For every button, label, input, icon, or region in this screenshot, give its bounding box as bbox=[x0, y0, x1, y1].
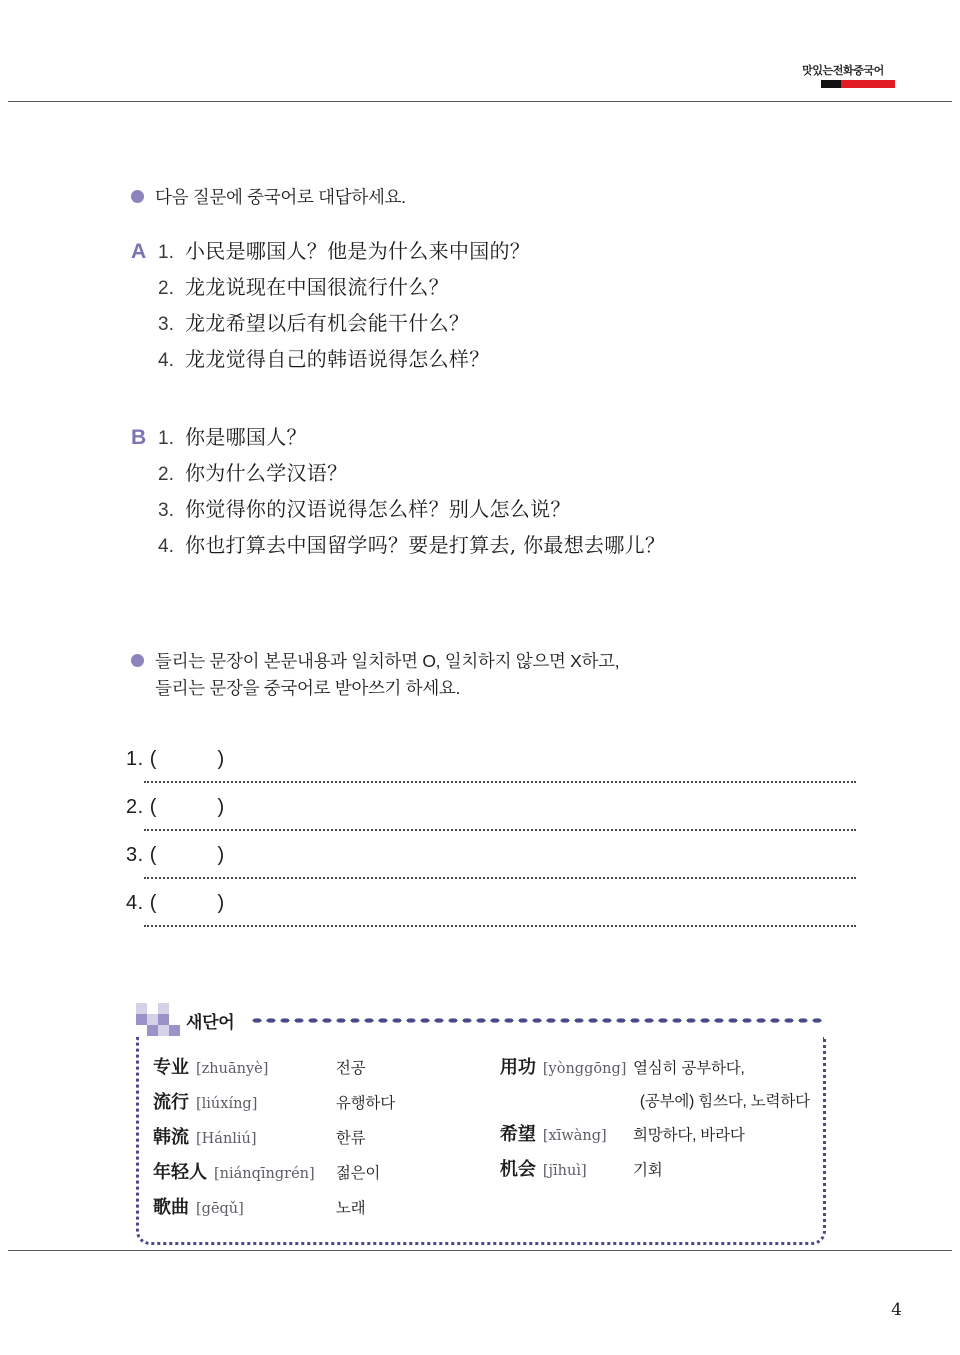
answer-row bbox=[126, 892, 856, 940]
question-number: 3. bbox=[158, 500, 174, 521]
answer-row-label: 4. ( ) bbox=[126, 892, 225, 914]
question-text: 龙龙说现在中国很流行什么？ bbox=[185, 275, 449, 299]
answer-write-line[interactable] bbox=[144, 829, 856, 831]
vocabulary-entry bbox=[500, 1118, 823, 1153]
answer-row-label: 2. ( ) bbox=[126, 796, 225, 818]
dictation-instruction-line-2: 들리는 문장을 중국어로 받아쓰기 하세요. bbox=[155, 678, 461, 698]
vocabulary-word: 用功 bbox=[499, 1057, 536, 1078]
question-group-a bbox=[131, 234, 665, 378]
vocabulary-entry bbox=[153, 1086, 486, 1121]
question-text: 你为什么学汉语？ bbox=[185, 461, 348, 485]
question-item bbox=[158, 342, 530, 378]
vocabulary-word: 韩流 bbox=[153, 1127, 189, 1148]
vocabulary-meaning: 기회 bbox=[633, 1162, 663, 1179]
question-number: 2. bbox=[158, 278, 174, 299]
dictation-instruction-row bbox=[131, 648, 619, 702]
vocabulary-header bbox=[136, 1000, 826, 1040]
answer-write-line[interactable] bbox=[144, 877, 856, 879]
vocabulary-pinyin: [gēqǔ] bbox=[196, 1201, 244, 1217]
vocabulary-pinyin: [Hánliú] bbox=[196, 1131, 257, 1147]
question-number: 3. bbox=[158, 314, 174, 335]
vocabulary-meaning: 유행하다 bbox=[335, 1095, 395, 1112]
bullet-dot-icon bbox=[131, 654, 144, 667]
question-number: 2. bbox=[158, 464, 174, 485]
answer-row-label: 1. ( ) bbox=[126, 748, 225, 770]
page-header bbox=[0, 0, 960, 110]
vocabulary-entry bbox=[153, 1051, 486, 1086]
vocabulary-entry bbox=[153, 1121, 486, 1156]
question-text: 你是哪国人？ bbox=[185, 425, 307, 449]
vocabulary-entry bbox=[153, 1191, 486, 1226]
vocabulary-columns bbox=[139, 1051, 823, 1226]
vocabulary-pinyin: [yònggōng] bbox=[542, 1061, 627, 1077]
answer-row bbox=[126, 748, 856, 796]
question-item bbox=[158, 528, 665, 564]
vocabulary-column-left bbox=[139, 1051, 486, 1226]
speaking-instruction-text: 다음 질문에 중국어로 대답하세요. bbox=[155, 187, 406, 207]
question-text: 你也打算去中国留学吗？要是打算去, 你最想去哪儿？ bbox=[185, 533, 666, 557]
vocabulary-meaning-continued: (공부에) 힘쓰다, 노력하다 bbox=[639, 1093, 810, 1110]
brand-bar-red-segment bbox=[841, 80, 895, 88]
question-text: 龙龙希望以后有机会能干什么？ bbox=[185, 311, 470, 335]
question-number: 4. bbox=[158, 536, 174, 557]
brand-bar-black-segment bbox=[821, 80, 841, 88]
vocabulary-word: 专业 bbox=[153, 1057, 189, 1078]
brand-logo bbox=[788, 66, 898, 88]
question-item bbox=[158, 306, 530, 342]
vocabulary-box bbox=[136, 1037, 826, 1245]
answer-write-line[interactable] bbox=[144, 925, 856, 927]
question-list-b bbox=[158, 420, 665, 564]
vocabulary-entry bbox=[153, 1156, 486, 1191]
vocabulary-word: 流行 bbox=[153, 1092, 189, 1113]
answer-write-line[interactable] bbox=[144, 781, 856, 783]
speaking-instruction-row bbox=[131, 184, 665, 211]
dictation-instruction-text bbox=[155, 648, 619, 702]
dictation-instruction-line-1: 들리는 문장이 본문내용과 일치하면 O, 일치하지 않으면 X하고, bbox=[155, 651, 620, 671]
question-group-b bbox=[131, 420, 665, 564]
vocabulary-meaning: 노래 bbox=[335, 1200, 366, 1217]
header-divider-rule bbox=[8, 101, 952, 102]
answer-row bbox=[126, 796, 856, 844]
question-item bbox=[158, 420, 665, 456]
vocabulary-word: 希望 bbox=[499, 1124, 536, 1145]
vocabulary-pinyin: [liúxíng] bbox=[196, 1096, 258, 1112]
page-number: 4 bbox=[891, 1300, 902, 1320]
vocabulary-meaning: 희망하다, 바라다 bbox=[633, 1127, 745, 1144]
dictation-answer-lines bbox=[126, 748, 856, 940]
group-letter-a: A bbox=[131, 240, 147, 263]
question-item bbox=[158, 270, 530, 306]
vocabulary-word: 年轻人 bbox=[153, 1162, 207, 1183]
brand-logo-bar bbox=[821, 80, 895, 88]
question-text: 小民是哪国人？他是为什么来中国的？ bbox=[185, 239, 531, 263]
vocabulary-header-dotted-rule bbox=[250, 1017, 826, 1024]
vocabulary-meaning: 한류 bbox=[335, 1130, 366, 1147]
vocabulary-pinyin: [zhuānyè] bbox=[196, 1061, 269, 1077]
question-item bbox=[158, 456, 665, 492]
vocabulary-word: 歌曲 bbox=[153, 1197, 189, 1218]
vocabulary-meaning: 젊은이 bbox=[335, 1165, 381, 1182]
answer-row-label: 3. ( ) bbox=[126, 844, 225, 866]
group-letter-b: B bbox=[131, 426, 147, 449]
vocabulary-section bbox=[136, 1000, 826, 1245]
vocabulary-entry bbox=[500, 1051, 823, 1086]
footer-divider-rule bbox=[8, 1250, 952, 1251]
vocabulary-column-right bbox=[486, 1051, 823, 1226]
question-text: 龙龙觉得自己的韩语说得怎么样？ bbox=[185, 347, 490, 371]
speaking-exercise-section bbox=[131, 184, 665, 564]
vocabulary-meaning: 전공 bbox=[335, 1060, 366, 1077]
bullet-dot-icon bbox=[131, 190, 144, 203]
vocabulary-title: 새단어 bbox=[186, 1012, 235, 1032]
question-list-a bbox=[158, 234, 530, 378]
vocabulary-word: 机会 bbox=[499, 1159, 536, 1180]
question-item bbox=[158, 492, 665, 528]
checkerboard-icon bbox=[136, 1003, 180, 1037]
question-item bbox=[158, 234, 530, 270]
question-text: 你觉得你的汉语说得怎么样？别人怎么说？ bbox=[185, 497, 571, 521]
vocabulary-pinyin: [xīwàng] bbox=[542, 1128, 607, 1144]
dictation-exercise-section bbox=[131, 648, 619, 702]
question-number: 1. bbox=[158, 242, 174, 263]
question-number: 4. bbox=[158, 350, 174, 371]
vocabulary-meaning: 열심히 공부하다, bbox=[633, 1060, 745, 1077]
vocabulary-entry bbox=[500, 1153, 823, 1188]
vocabulary-pinyin: [jīhuì] bbox=[542, 1163, 587, 1179]
vocabulary-pinyin: [niánqīngrén] bbox=[214, 1166, 315, 1182]
brand-logo-text: 맛있는전화중국어 bbox=[802, 65, 884, 77]
question-number: 1. bbox=[158, 428, 174, 449]
answer-row bbox=[126, 844, 856, 892]
